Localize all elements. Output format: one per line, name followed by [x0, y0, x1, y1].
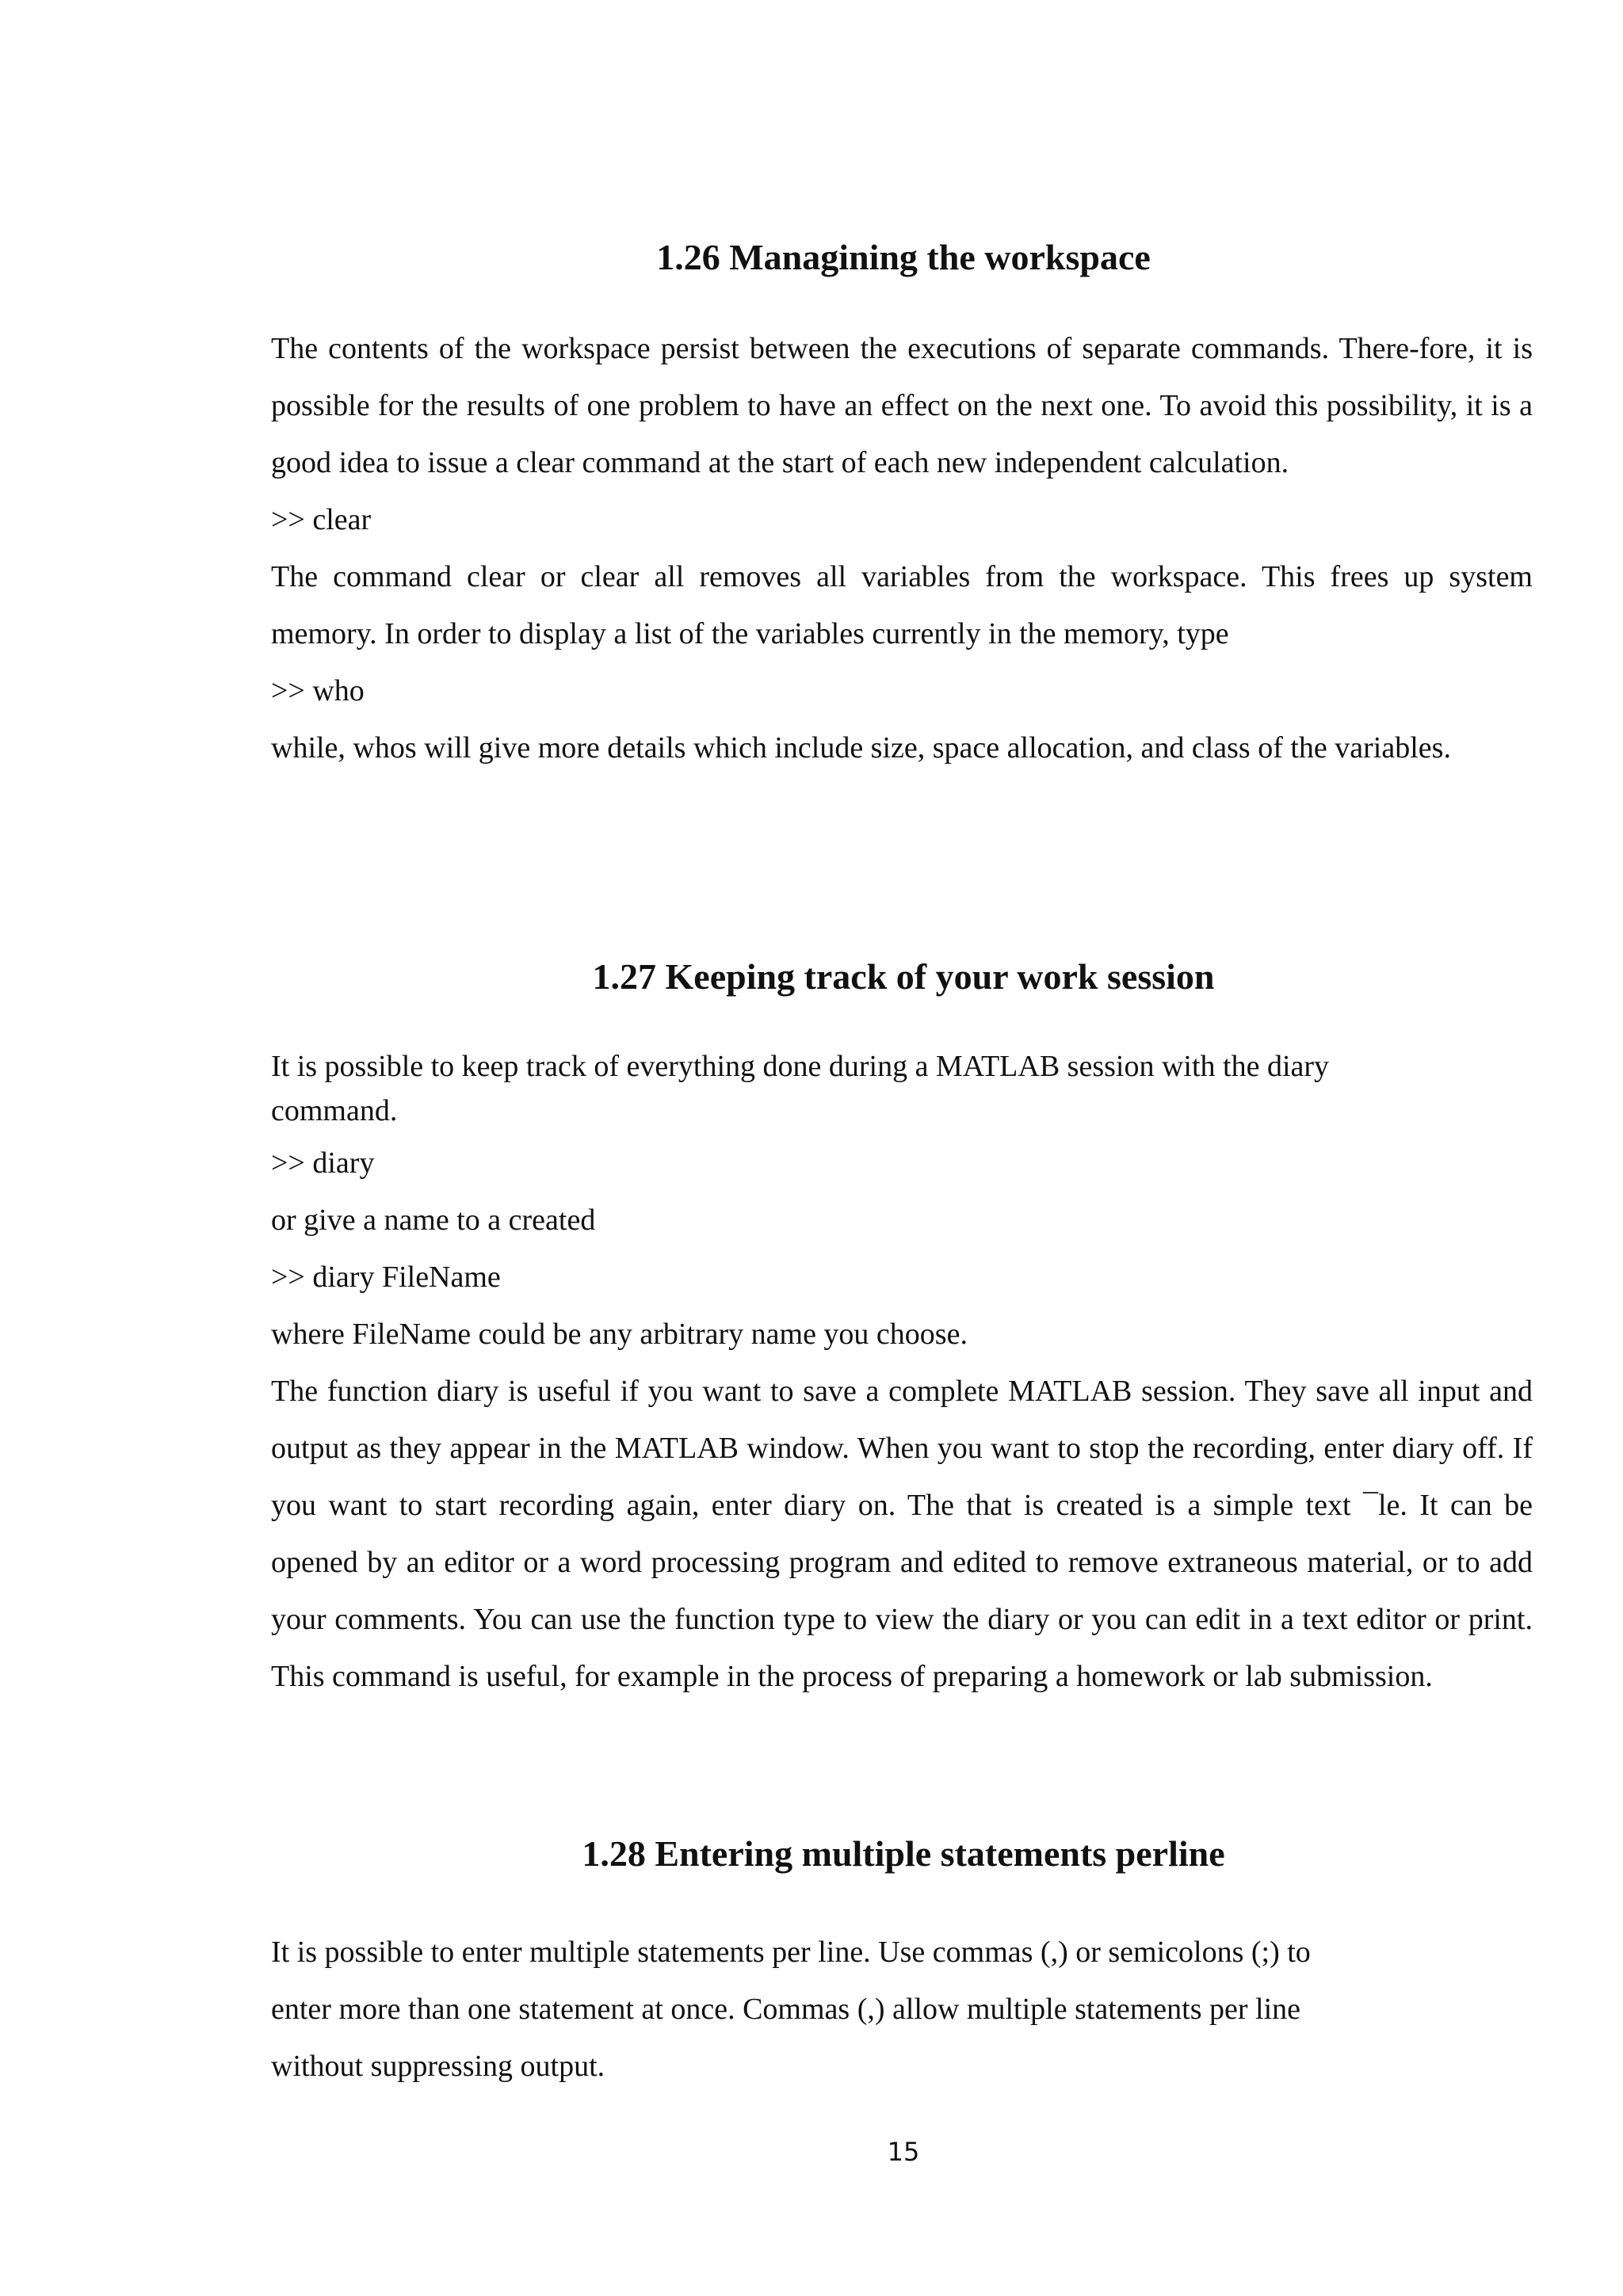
command-clear: >> clear [271, 503, 372, 536]
command-diary: >> diary [271, 1146, 375, 1180]
section-heading-1-26: 1.26 Managining the workspace [656, 237, 1151, 277]
paragraph-diary-intro: It is possible to keep track of everything done during a MATLAB session with the diary command. [271, 1050, 1330, 1127]
command-who: >> who [271, 674, 365, 707]
section-heading-1-28: 1.28 Entering multiple statements perline [582, 1833, 1225, 1874]
section-body-1-28 [271, 1924, 1533, 2095]
section-body-1-27 [271, 1044, 1533, 1705]
section-heading-1-27: 1.27 Keeping track of your work session [592, 956, 1215, 997]
line-multiple-statements-1: It is possible to enter multiple statements per line. Use commas (,) or semicolons (;) to [271, 1936, 1311, 1969]
line-filename-description: where FileName could be any arbitrary name you choose. [271, 1318, 968, 1351]
paragraph-whos-description: while, whos will give more details which include size, space allocation, and class of the variables. [271, 731, 1451, 765]
section-body-1-26 [271, 320, 1533, 776]
line-multiple-statements-3: without suppressing output. [271, 2050, 605, 2083]
page-number: 15 [887, 2137, 920, 2167]
paragraph-clear-description: The command clear or clear all removes all variables from the workspace. This frees up system memory. In order to display a list of the variables currently in the memory, type [271, 560, 1533, 650]
line-multiple-statements-2: enter more than one statement at once. Commas (,) allow multiple statements per line [271, 1993, 1300, 2026]
paragraph-diary-function: The function diary is useful if you want to save a complete MATLAB session. They save all input and output as they appear in the MATLAB window. When you want to stop the recording, enter diary off. If you want to start recording again, enter diary on. The that is created is a simple text ¯le. It can be opened by an editor or a word processing program and edited to remove extraneous material, or to add your comments. You can use the function type to view the diary or you can edit in a text editor or print. This command is useful, for example in the process of preparing a homework or lab submission. [271, 1375, 1533, 1693]
line-give-name: or give a name to a created [271, 1203, 596, 1237]
command-diary-filename: >> diary FileName [271, 1261, 501, 1294]
paragraph-workspace-persist: The contents of the workspace persist between the executions of separate commands. There-fore, it is possible for the results of one problem to have an effect on the next one. To avoid this possibility, it is a good idea to issue a clear command at the start of each new independent calculation. [271, 332, 1533, 479]
